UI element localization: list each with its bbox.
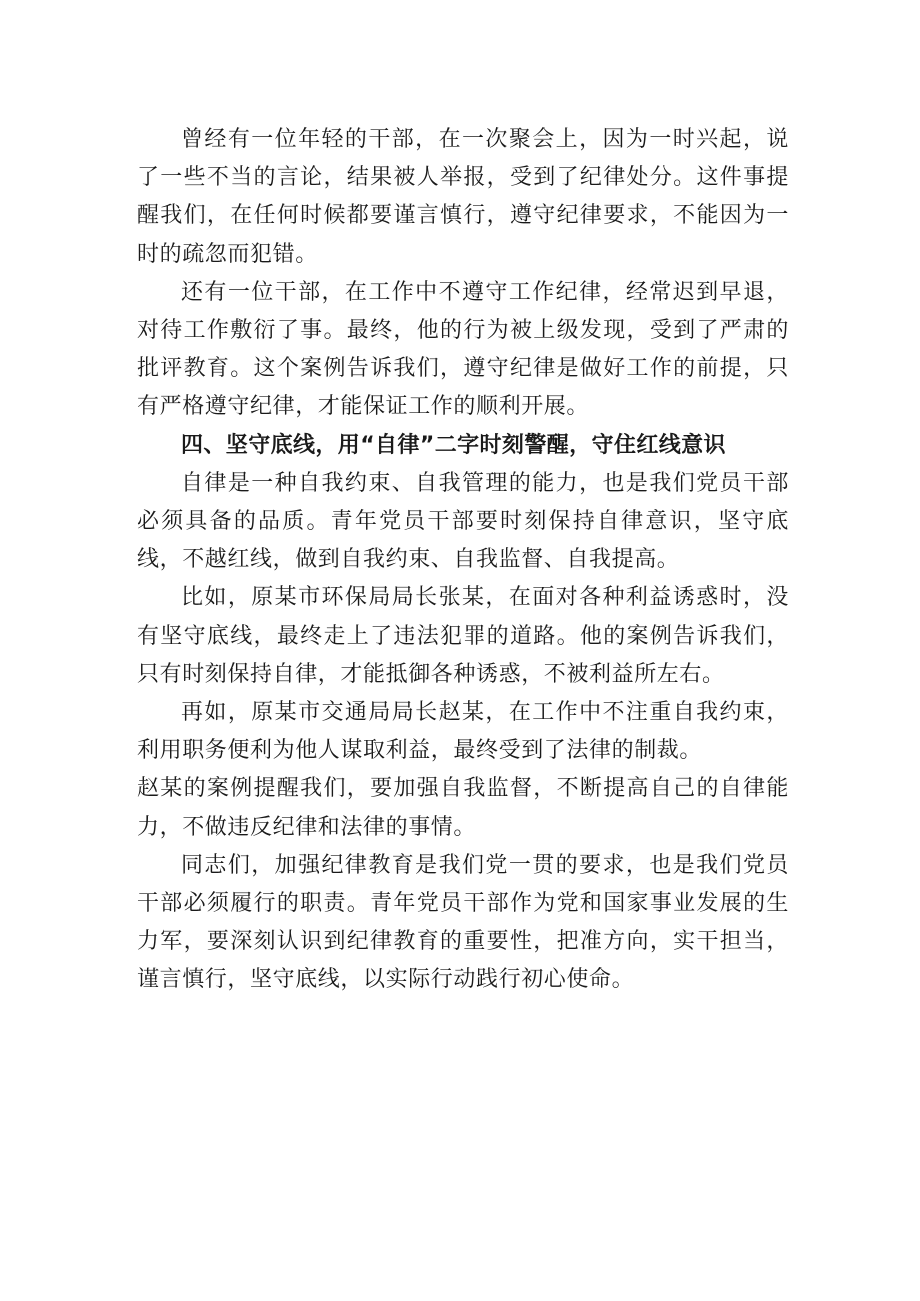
paragraph-closing: 同志们，加强纪律教育是我们党一贯的要求，也是我们党员干部必须履行的职责。青年党员干部作为党和国家事业发展的生力军，要深刻认识到纪律教育的重要性，把准方向，实干担当，谨言慎行，坚守底线，以实际行动践行初心使命。 xyxy=(137,852,789,993)
paragraph-self-discipline: 自律是一种自我约束、自我管理的能力，也是我们党员干部必须具备的品质。青年党员干部要时刻保持自律意识，坚守底线，不越红线，做到自我约束、自我监督、自我提高。 xyxy=(137,470,789,573)
paragraph-zhang-case: 比如，原某市环保局局长张某，在面对各种利益诱惑时，没有坚守底线，最终走上了违法犯罪的道路。他的案例告诉我们，只有时刻保持自律，才能抵御各种诱惑，不被利益所左右。 xyxy=(137,585,789,687)
document-page xyxy=(137,121,789,1000)
paragraph-work-discipline-case: 还有一位干部，在工作中不遵守工作纪律，经常迟到早退，对待工作敷衍了事。最终，他的行为被上级发现，受到了严肃的批评教育。这个案例告诉我们，遵守纪律是做好工作的前提，只有严格遵守纪律，才能保证工作的顺利开展。 xyxy=(137,279,789,420)
paragraph-young-cadre-case: 曾经有一位年轻的干部，在一次聚会上，因为一时兴起，说了一些不当的言论，结果被人举报，受到了纪律处分。这件事提醒我们，在任何时候都要谨言慎行，遵守纪律要求，不能因为一时的疏忽而犯错。 xyxy=(137,127,789,267)
section-heading: 四、坚守底线，用“自律”二字时刻警醒，守住红线意识 xyxy=(181,432,726,458)
paragraph-zhao-lesson: 赵某的案例提醒我们，要加强自我监督，不断提高自己的自律能力，不做违反纪律和法律的事情。 xyxy=(137,776,789,840)
paragraph-zhao-case: 再如，原某市交通局局长赵某，在工作中不注重自我约束，利用职务便利为他人谋取利益，最终受到了法律的制裁。 xyxy=(137,700,789,764)
